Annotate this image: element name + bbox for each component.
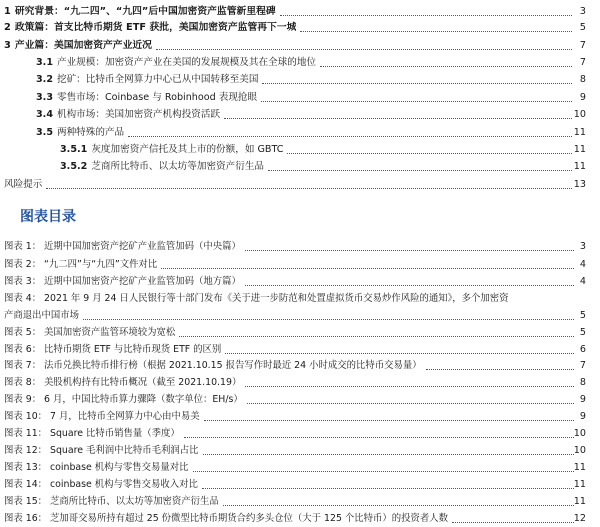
dotted-leader <box>280 3 572 16</box>
figure-entry-title[interactable]: 图表 5： 美国加密资产监管环境较为宽松 <box>4 327 176 338</box>
figure-entry[interactable] <box>0 408 600 425</box>
figure-entry-title[interactable]: 图表 8： 美股机构持有比特币概况（截至 2021.10.19） <box>4 377 242 388</box>
figure-entry-title[interactable]: 图表 16： 芝加哥交易所持有超过 25 份微型比特币期货合约多头仓位（大于 125 个比特币）的投资者人数 <box>4 513 449 524</box>
dotted-leader <box>261 89 572 102</box>
figure-entry[interactable] <box>0 341 600 358</box>
figure-entry[interactable] <box>0 476 600 493</box>
toc-entry[interactable] <box>0 89 600 106</box>
toc-entry-number: 3 <box>4 40 11 51</box>
dotted-leader <box>300 19 572 32</box>
toc-entry[interactable] <box>0 176 600 193</box>
figure-entry-title[interactable]: 图表 12： Square 毛利润中比特币毛利润占比 <box>4 445 199 456</box>
toc-entry-number: 3.5.2 <box>60 161 88 172</box>
figure-entry-title[interactable]: 图表 1： 近期中国加密资产挖矿产业监管加码（中央篇） <box>4 241 241 252</box>
toc-entry-title[interactable] <box>4 176 42 193</box>
figure-entry-page: 5 <box>579 327 586 338</box>
figure-entry[interactable] <box>0 391 600 408</box>
toc-entry-label: 两种特殊的产品 <box>57 127 125 138</box>
toc-entry-title[interactable] <box>60 141 283 158</box>
figure-entry[interactable] <box>0 357 600 374</box>
toc-entry-number: 1 <box>4 6 11 17</box>
toc-entry-label: 机构市场：美国加密资产机构投资活跃 <box>57 109 221 120</box>
dotted-leader <box>156 37 572 50</box>
dotted-leader <box>46 176 572 189</box>
toc-entry-page: 11 <box>573 161 586 172</box>
toc-entry-page: 3 <box>579 6 586 17</box>
toc-entry-number: 3.2 <box>36 74 53 85</box>
toc-entry-number: 3.5 <box>36 127 53 138</box>
figure-entry-page: 12 <box>573 513 586 524</box>
dotted-leader <box>247 391 574 404</box>
toc-entry-label: 产业规模：加密资产产业在美国的发展规模及其在全球的地位 <box>57 57 317 68</box>
figure-entry-title[interactable]: 图表 9： 6 月，中国比特币算力骤降（数字单位：EH/s） <box>4 394 243 405</box>
figure-entry-page: 4 <box>579 259 586 270</box>
toc-entry-page: 9 <box>579 92 586 103</box>
toc-entry-page: 5 <box>579 22 586 33</box>
figure-entry[interactable] <box>0 256 600 273</box>
dotted-leader <box>287 141 572 154</box>
toc-entry-number: 3.4 <box>36 109 53 120</box>
toc-entry-page: 13 <box>573 179 586 190</box>
toc-entry-label: 风险提示 <box>4 179 43 190</box>
figure-entry-title[interactable]: 图表 11： Square 比特币销售量（季度） <box>4 428 180 439</box>
toc-entry-title[interactable] <box>36 89 257 106</box>
toc-entry[interactable] <box>0 106 600 123</box>
figure-entry[interactable] <box>0 493 600 510</box>
dotted-leader <box>320 54 572 67</box>
toc-entry[interactable] <box>0 19 600 36</box>
dotted-leader <box>245 238 574 251</box>
toc-entry-label: 灰度加密资产信托及其上市的份额，如 GBTC <box>91 144 284 155</box>
toc-entry-page: 7 <box>579 40 586 51</box>
figure-entry-page: 11 <box>573 479 586 490</box>
figure-entry-page: 3 <box>579 241 586 252</box>
dotted-leader <box>225 341 574 354</box>
toc-entry-label: 挖矿：比特币全网算力中心已从中国转移至美国 <box>57 74 259 85</box>
toc-entry[interactable] <box>0 71 600 88</box>
figure-entry[interactable] <box>0 425 600 442</box>
dotted-leader <box>204 408 574 421</box>
toc-entry-page: 11 <box>573 144 586 155</box>
toc-entry[interactable] <box>0 54 600 71</box>
toc-entry[interactable] <box>0 158 600 175</box>
toc-entry-title[interactable] <box>4 19 296 36</box>
dotted-leader <box>161 256 574 269</box>
toc-entry-page: 7 <box>579 57 586 68</box>
toc-entry-title[interactable] <box>4 37 152 54</box>
dotted-leader <box>268 158 572 171</box>
toc-entry-label: 零售市场：Coinbase 与 Robinhood 表现抢眼 <box>57 92 258 103</box>
figure-entry-title[interactable]: 图表 2： “九二四”与“九四”文件对比 <box>4 259 158 270</box>
figure-entry-page: 9 <box>579 394 586 405</box>
dotted-leader <box>184 425 574 438</box>
toc-entry-label: 研究背景：“九二四”、“九四”后中国加密资产监管新里程碑 <box>14 6 276 17</box>
toc-entry-title[interactable] <box>60 158 264 175</box>
toc-entry-title[interactable] <box>36 54 316 71</box>
toc-entry-title[interactable] <box>36 106 220 123</box>
figure-entry-title[interactable]: 图表 3： 近期中国加密资产挖矿产业监管加码（地方篇） <box>4 276 241 287</box>
figure-index-heading: 图表目录 <box>20 209 76 225</box>
figure-entry-title[interactable]: 产商退出中国市场 <box>4 310 80 321</box>
dotted-leader <box>193 459 574 472</box>
toc-entry[interactable] <box>0 124 600 141</box>
figure-entry-title[interactable]: 图表 7： 法币兑换比特币排行榜（根据 2021.10.15 报告写作时最近 24 小时成交的比特币交易量） <box>4 360 422 371</box>
figure-entry[interactable] <box>0 238 600 255</box>
figure-entry-page: 9 <box>579 411 586 422</box>
figure-entry-page: 5 <box>579 310 586 321</box>
toc-entry-label: 产业篇：美国加密资产产业近况 <box>14 40 152 51</box>
figure-entry-page: 8 <box>579 377 586 388</box>
figure-entry[interactable] <box>0 374 600 391</box>
figure-entry[interactable] <box>0 324 600 341</box>
toc-entry[interactable] <box>0 3 600 20</box>
toc-entry-title[interactable] <box>36 71 258 88</box>
toc-entry[interactable] <box>0 37 600 54</box>
toc-entry-page: 11 <box>573 127 586 138</box>
toc-entry-page: 8 <box>579 74 586 85</box>
dotted-leader <box>224 106 572 119</box>
figure-entry-title[interactable]: 图表 14： coinbase 机构与零售交易收入对比 <box>4 479 198 490</box>
figure-entry-title[interactable]: 图表 10： 7 月，比特币全网算力中心由中易美 <box>4 411 200 422</box>
figure-entry-page: 4 <box>579 276 586 287</box>
toc-entry-title[interactable] <box>4 3 276 20</box>
dotted-leader <box>128 124 572 137</box>
figure-entry[interactable] <box>0 290 600 307</box>
figure-entry-title[interactable]: 图表 4： 2021 年 9 月 24 日人民银行等十部门发布《关于进一步防范和处置虚拟货币交易炒作风险的通知》，多个加密资 <box>4 293 509 304</box>
dotted-leader <box>262 71 572 84</box>
figure-entry-title[interactable]: 图表 6： 比特币期货 ETF 与比特币现货 ETF 的区别 <box>4 344 222 355</box>
dotted-leader <box>245 374 574 387</box>
toc-entry-label: 芝商所比特币、以太坊等加密资产衍生品 <box>91 161 265 172</box>
dotted-leader <box>83 307 574 320</box>
dotted-leader <box>426 357 574 370</box>
dotted-leader <box>203 442 574 455</box>
toc-entry[interactable] <box>0 141 600 158</box>
figure-entry[interactable] <box>0 459 600 476</box>
toc-entry-label: 政策篇：首支比特币期货 ETF 获批，美国加密资产监管再下一城 <box>14 22 297 33</box>
figure-entry-title[interactable]: 图表 13： coinbase 机构与零售交易量对比 <box>4 462 189 473</box>
figure-entry-page: 7 <box>579 360 586 371</box>
figure-entry-page: 11 <box>573 462 586 473</box>
figure-entry[interactable] <box>0 307 600 324</box>
figure-entry-title[interactable]: 图表 15： 芝商所比特币、以太坊等加密资产衍生品 <box>4 496 219 507</box>
figure-entry-page: 10 <box>573 428 586 439</box>
figure-entry-page: 6 <box>579 344 586 355</box>
toc-entry-number: 3.5.1 <box>60 144 88 155</box>
dotted-leader <box>223 493 574 506</box>
toc-entry-number: 2 <box>4 22 11 33</box>
figure-entry-page: 11 <box>573 496 586 507</box>
toc-entry-number: 3.3 <box>36 92 53 103</box>
dotted-leader <box>452 510 574 523</box>
toc-entry-page: 10 <box>573 109 586 120</box>
figure-entry-page: 10 <box>573 445 586 456</box>
toc-entry-title[interactable] <box>36 124 124 141</box>
dotted-leader <box>202 476 574 489</box>
dotted-leader <box>245 273 574 286</box>
toc-entry-number: 3.1 <box>36 57 53 68</box>
figure-entry[interactable] <box>0 442 600 459</box>
dotted-leader <box>179 324 574 337</box>
figure-entry[interactable] <box>0 273 600 290</box>
